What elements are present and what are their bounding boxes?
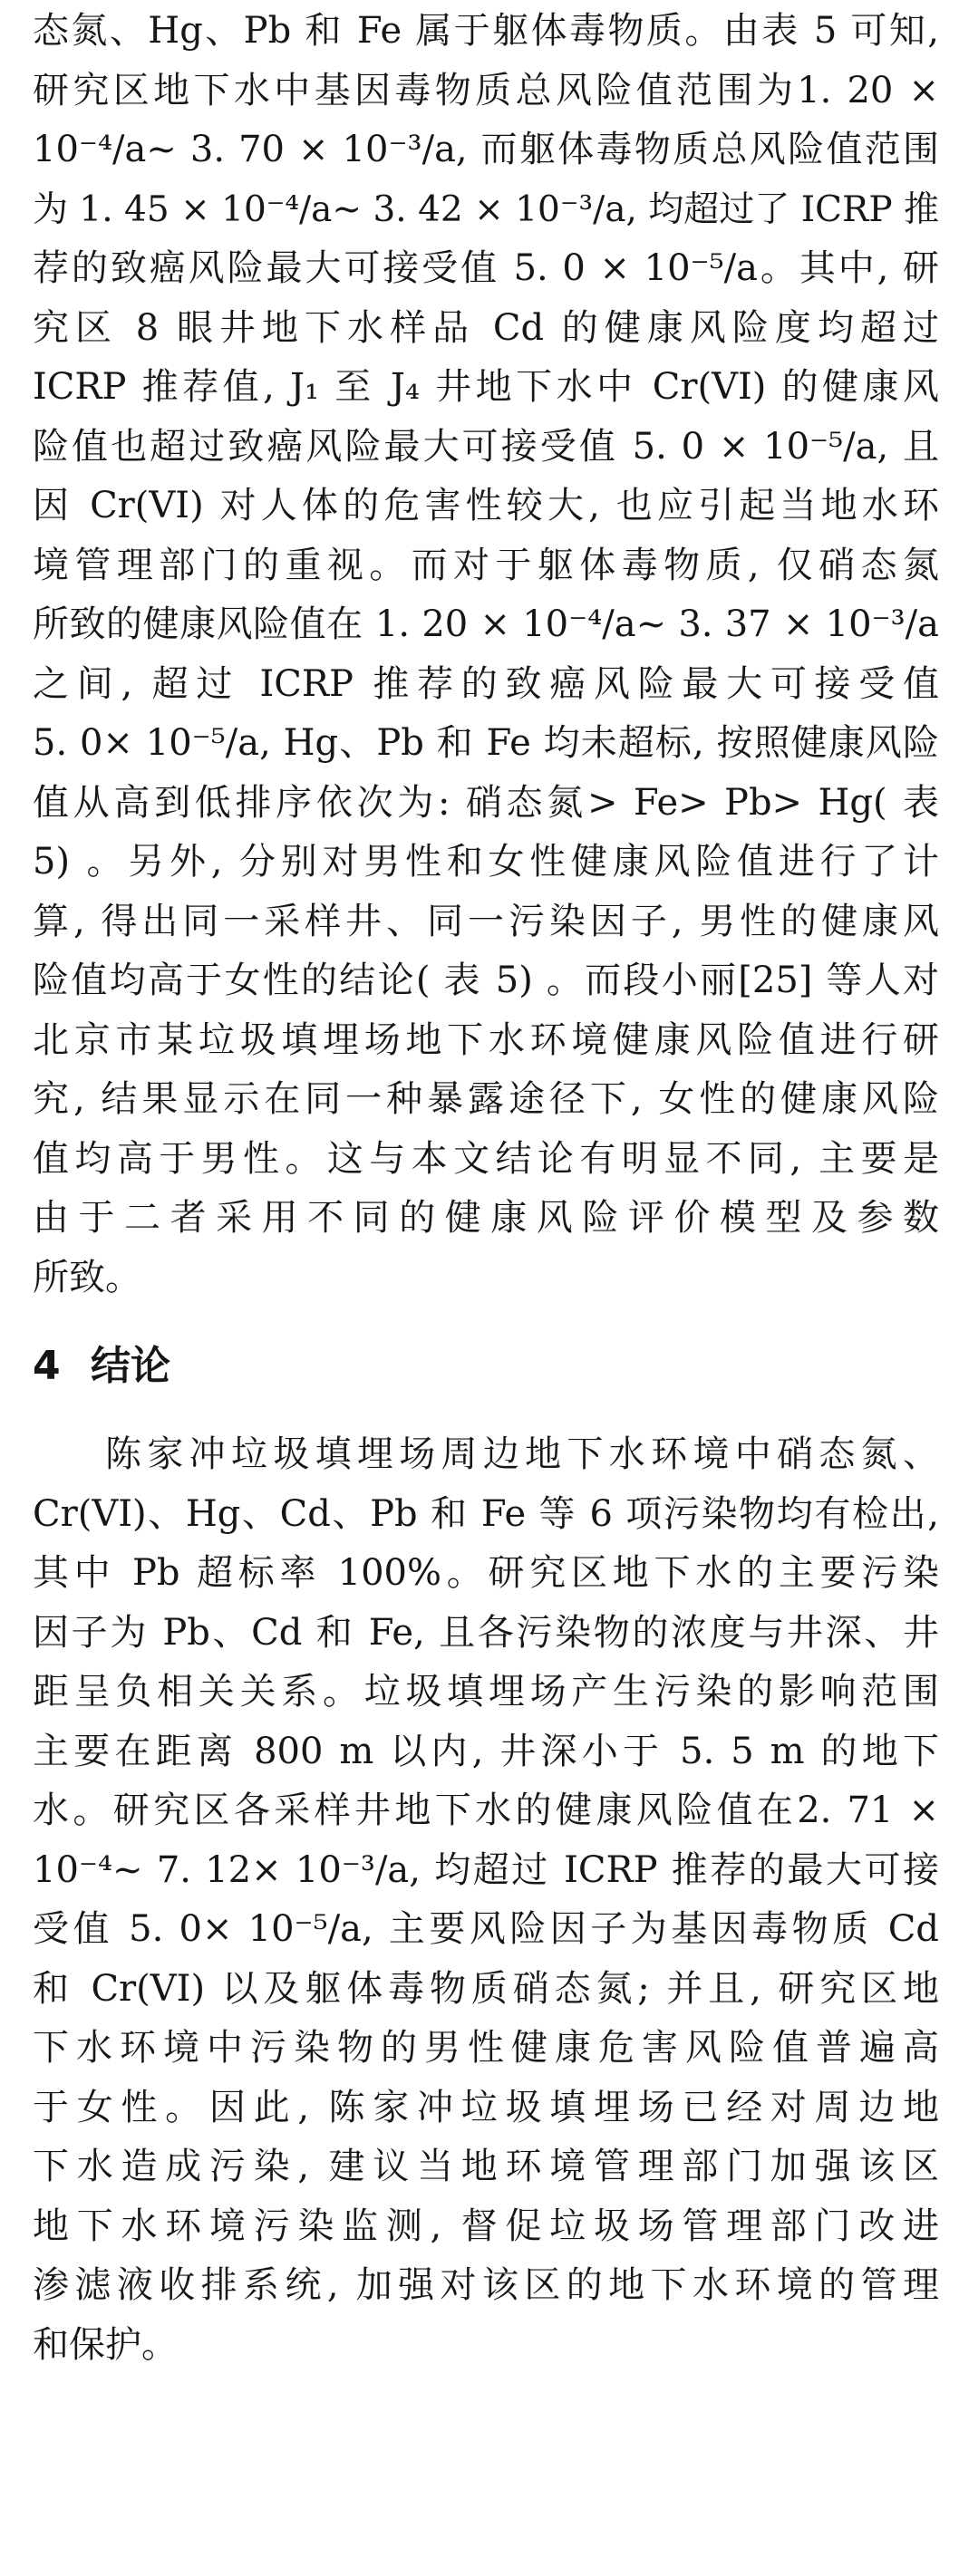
text-line: 其中 Pb 超标率 100%。研究区地下水的主要污染	[33, 1552, 939, 1594]
text-line: 北京市某垃圾填埋场地下水环境健康风险值进行研	[33, 1018, 939, 1061]
section-heading	[33, 1335, 939, 1398]
text-line: 主要在距离 800 m 以内, 井深小于 5. 5 m 的地下	[33, 1730, 939, 1772]
text-line: 5) 。另外, 分别对男性和女性健康风险值进行了计	[33, 841, 939, 883]
text-line: 因 Cr(VI) 对人体的危害性较大, 也应引起当地水环	[33, 485, 939, 526]
text-line: 下水造成污染, 建议当地环境管理部门加强该区	[33, 2146, 939, 2187]
text-line: 之间, 超过 ICRP 推荐的致癌风险最大可接受值	[33, 662, 939, 705]
text-line: 和保护。	[33, 2323, 178, 2366]
text-line: 荐的致癌风险最大可接受值 5. 0 × 10⁻⁵/a。其中, 研	[33, 247, 939, 289]
text-line: 下水环境中污染物的男性健康危害风险值普遍高	[33, 2027, 939, 2069]
text-line: ICRP 推荐值, J₁ 至 J₄ 井地下水中 Cr(VI) 的健康风	[33, 366, 939, 408]
text-line: 陈家冲垃圾填埋场周边地下水环境中硝态氮、	[105, 1433, 939, 1475]
text-line: 渗滤液收排系统, 加强对该区的地下水环境的管理	[33, 2264, 939, 2306]
text-line: 5. 0× 10⁻⁵/a, Hg、Pb 和 Fe 均未超标, 按照健康风险	[33, 722, 939, 764]
section-title: 结论	[91, 1343, 170, 1389]
text-line: 算, 得出同一采样井、同一污染因子, 男性的健康风	[33, 900, 939, 942]
text-line: 水。研究区各采样井地下水的健康风险值在2. 71 ×	[33, 1790, 939, 1831]
section-number: 4	[33, 1343, 61, 1389]
text-line: 受值 5. 0× 10⁻⁵/a, 主要风险因子为基因毒物质 Cd	[33, 1908, 939, 1950]
text-line: 距呈负相关关系。垃圾填埋场产生污染的影响范围	[33, 1671, 939, 1713]
text-line: 因子为 Pb、Cd 和 Fe, 且各污染物的浓度与井深、井	[33, 1611, 939, 1654]
text-line: 地下水环境污染监测, 督促垃圾场管理部门改进	[33, 2205, 939, 2247]
text-line: 究, 结果显示在同一种暴露途径下, 女性的健康风险	[33, 1078, 939, 1120]
text-line: 于女性。因此, 陈家冲垃圾填埋场已经对周边地	[33, 2086, 939, 2128]
text-line: 险值也超过致癌风险最大可接受值 5. 0 × 10⁻⁵/a, 且	[33, 425, 939, 468]
paragraph-health-risk	[33, 2, 939, 1307]
text-line: 境管理部门的重视。而对于躯体毒物质, 仅硝态氮	[33, 544, 939, 586]
text-line: 10⁻⁴~ 7. 12× 10⁻³/a, 均超过 ICRP 推荐的最大可接	[33, 1848, 939, 1891]
text-line: 险值均高于女性的结论( 表 5) 。而段小丽[25] 等人对	[33, 960, 939, 1001]
text-line: 值均高于男性。这与本文结论有明显不同, 主要是	[33, 1137, 939, 1180]
text-line: 10⁻⁴/a~ 3. 70 × 10⁻³/a, 而躯体毒物质总风险值范围	[33, 129, 939, 170]
text-line: 由于二者采用不同的健康风险评价模型及参数	[33, 1197, 939, 1239]
text-line: 态氮、Hg、Pb 和 Fe 属于躯体毒物质。由表 5 可知,	[33, 10, 939, 52]
text-line: 究区 8 眼井地下水样品 Cd 的健康风险度均超过	[33, 306, 939, 349]
text-line: 所致。	[33, 1256, 141, 1298]
text-line: 和 Cr(VI) 以及躯体毒物质硝态氮; 并且, 研究区地	[33, 1967, 939, 2010]
text-line: 所致的健康风险值在 1. 20 × 10⁻⁴/a~ 3. 37 × 10⁻³/a	[33, 603, 939, 645]
text-line: 为 1. 45 × 10⁻⁴/a~ 3. 42 × 10⁻³/a, 均超过了 ICRP 推	[33, 188, 939, 230]
text-line: 研究区地下水中基因毒物质总风险值范围为1. 20 ×	[33, 69, 939, 111]
text-line: Cr(VI)、Hg、Cd、Pb 和 Fe 等 6 项污染物均有检出,	[33, 1492, 939, 1535]
paragraph-conclusion	[33, 1425, 939, 2375]
text-line: 值从高到低排序依次为: 硝态氮> Fe> Pb> Hg( 表	[33, 781, 939, 824]
